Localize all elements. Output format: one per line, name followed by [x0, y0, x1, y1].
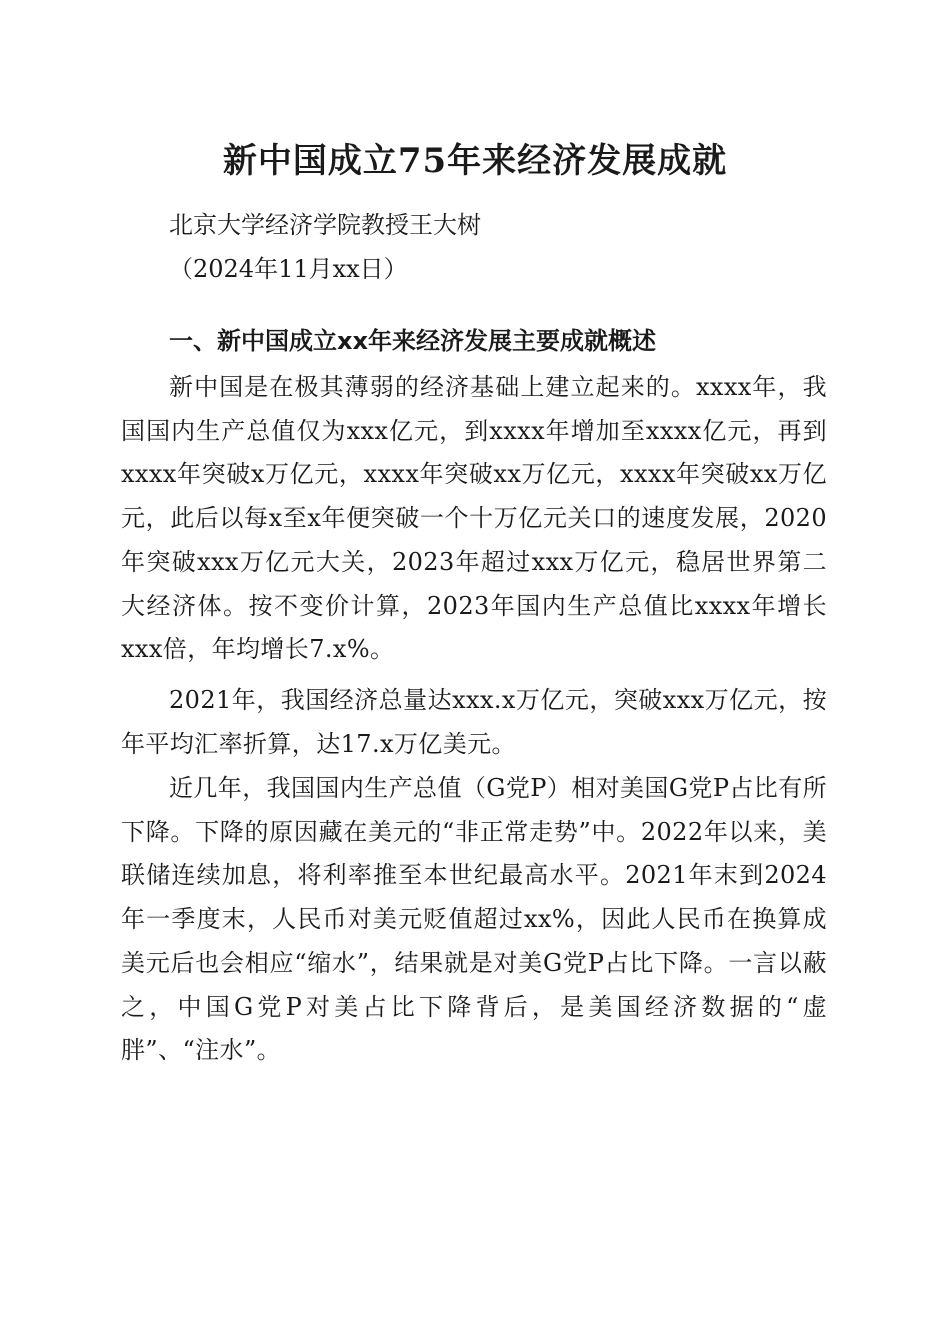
document-title: 新中国成立75年来经济发展成就: [222, 141, 728, 181]
section-heading: 一、新中国成立xx年来经济发展主要成就概述: [169, 327, 656, 355]
paragraph-2: 2021年，我国经济总量达xxx.x万亿元，突破xxx万亿元，按年平均汇率折算，达17.x万亿美元。: [121, 686, 827, 758]
author-line: 北京大学经济学院教授王大树: [169, 211, 481, 239]
date-line: （2024年11月xx日）: [169, 255, 408, 283]
paragraph-3: 近几年，我国国内生产总值（G党P）相对美国G党P占比有所下降。下降的原因藏在美元的“非正常走势”中。2022年以来，美联储连续加息，将利率推至本世纪最高水平。2021年末到2024年一季度末，人民币对美元贬值超过xx%，因此人民币在换算成美元后也会相应“缩水”，结果就是对美G党P占比下降。一言以蔽之，中国G党P对美占比下降背后，是美国经济数据的“虚胖”、“注水”。: [121, 774, 827, 1065]
paragraph-1: 新中国是在极其薄弱的经济基础上建立起来的。xxxx年，我国国内生产总值仅为xxx亿元，到xxxx年增加至xxxx亿元，再到xxxx年突破x万亿元，xxxx年突破xx万亿元，xxxx年突破xx万亿元，此后以每x至x年便突破一个十万亿元关口的速度发展，2020年突破xxx万亿元大关，2023年超过xxx万亿元，稳居世界第二大经济体。按不变价计算，2023年国内生产总值比xxxx年增长xxx倍，年均增长7.x%。: [121, 373, 827, 664]
